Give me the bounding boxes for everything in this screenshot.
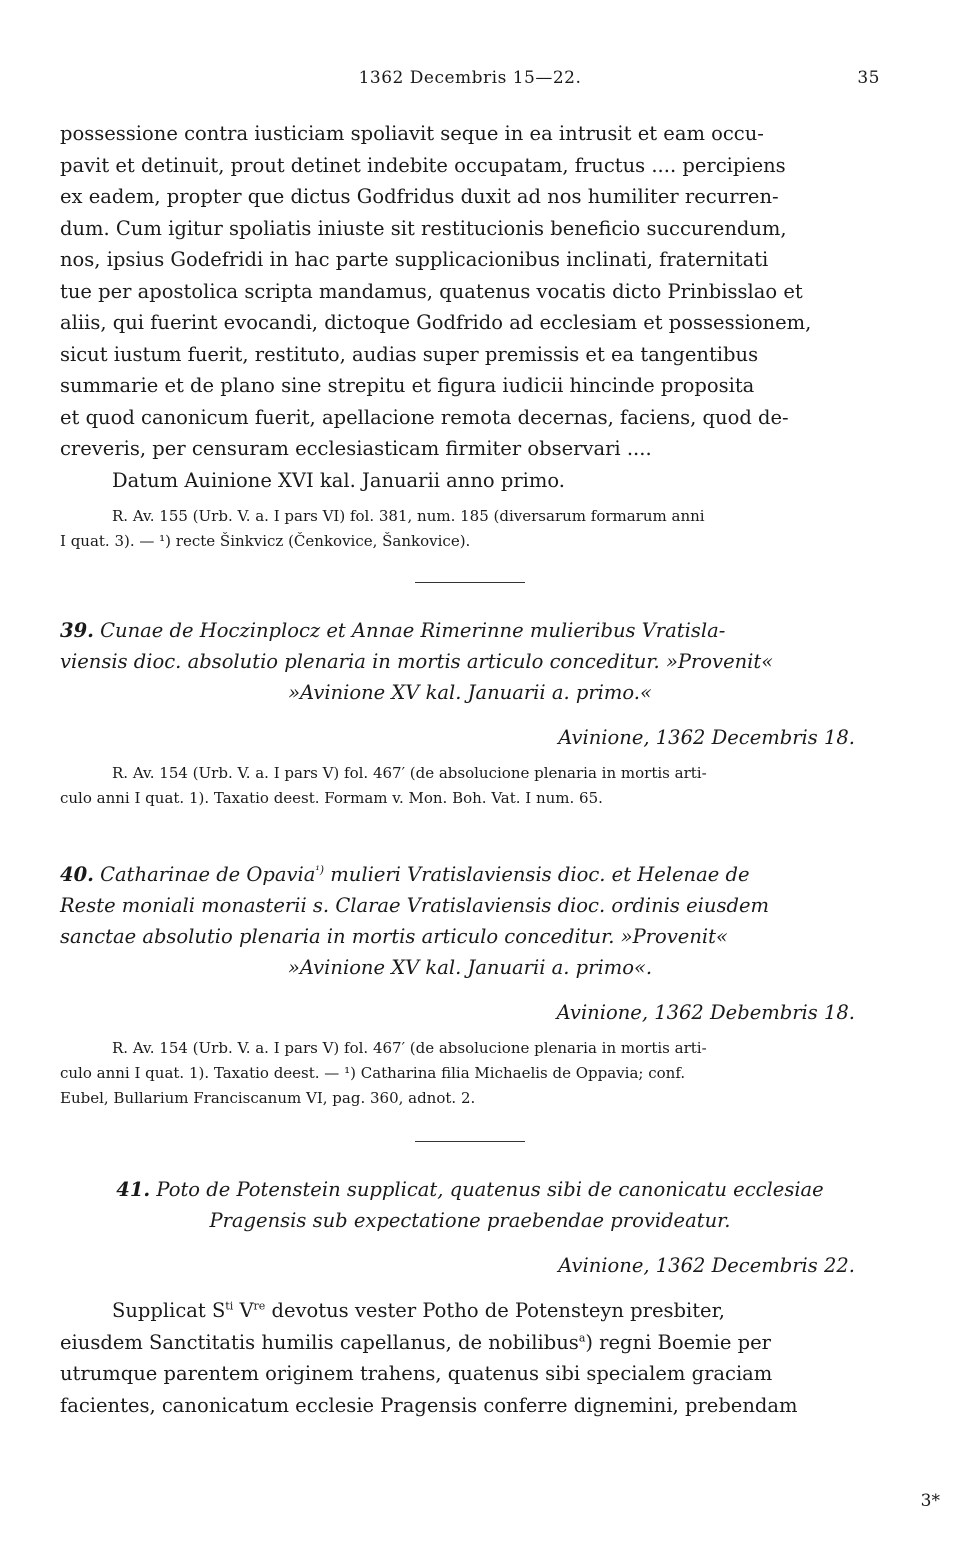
heading-text: mulieri Vratislaviensis dioc. et Helenae de [324,863,750,886]
footnote-block [60,504,880,554]
heading-line: »Avinione XV kal. Januarii a. primo«. [287,956,653,979]
heading-line: viensis dioc. absolutio plenaria in mortis articulo conceditur. »Provenit« [60,650,774,673]
heading-line: sanctae absolutio plenaria in mortis articulo conceditur. »Provenit« [60,925,728,948]
text-line: possessione contra iusticiam spoliavit seque in ea intrusit et eam occu- [60,122,764,145]
heading-line: Reste moniali monasterii s. Clarae Vratislaviensis dioc. ordinis eiusdem [60,894,769,917]
document-page [60,60,880,1421]
text-line: dum. Cum igitur spoliatis iniuste sit restitucionis beneficio succurendum, [60,216,787,240]
text-line: creveris, per censuram ecclesiasticam firmiter observari .... [60,437,652,460]
note-line: culo anni I quat. 1). Taxatio deest. — ¹) Catharina filia Michaelis de Oppavia; conf. [60,1064,686,1082]
entry-number: 40. [60,863,94,886]
heading-line: »Avinione XV kal. Januarii a. primo.« [288,681,652,704]
entry-number: 39. [60,619,94,642]
text-line: utrumque parentem originem trahens, quatenus sibi specialem graciam [60,1362,773,1385]
entry-41 [60,1174,880,1421]
text-line: aliis, qui fuerint evocandi, dictoque Godfrido ad ecclesiam et possessionem, [60,311,812,334]
heading-line: Poto de Potenstein supplicat, quatenus sibi de canonicatu ecclesiae [156,1178,824,1201]
text-line: nos, ipsius Godefridi in hac parte supplicacionibus inclinati, fraternitati [60,248,769,271]
footnote-block [60,1036,880,1111]
place-date: Avinione, 1362 Decembris 18. [558,726,855,749]
entry-heading [60,1174,880,1236]
heading-line: Cunae de Hoczinplocz et Annae Rimerinne mulieribus Vratisla- [100,619,726,642]
entry-40 [60,859,880,1111]
text-line: summarie et de plano sine strepitu et figura iudicii hincinde proposita [60,374,755,397]
section-divider [415,582,525,583]
datum-line: Datum Auinione XVI kal. Januarii anno primo. [112,468,565,492]
continuation-text [60,118,880,496]
entry-text [60,1295,880,1421]
footnote-ref: ¹) [315,863,325,877]
heading-line: Pragensis sub expectatione praebendae provideatur. [209,1209,731,1232]
entry-heading [60,615,880,708]
text-line: sicut iustum fuerit, restituto, audias super premissis et ea tangentibus [60,342,759,366]
entry-39 [60,615,880,811]
place-date: Avinione, 1362 Debembris 18. [556,1001,855,1024]
footnote-ref: a [578,1331,586,1344]
heading-text: Catharinae de Opavia [100,863,316,886]
text-line: ex eadem, propter que dictus Godfridus duxit ad nos humiliter recurren- [60,185,779,208]
note-line: Eubel, Bullarium Franciscanum VI, pag. 360, adnot. 2. [60,1089,476,1107]
text-line: pavit et detinuit, prout detinet indebite occupatam, fructus .... percipiens [60,153,786,177]
page-number: 35 [857,68,880,88]
note-line: R. Av. 154 (Urb. V. a. I pars V) fol. 467′ (de absolucione plenaria in mortis arti- [112,764,707,782]
entry-heading [60,859,880,983]
place-date: Avinione, 1362 Decembris 22. [558,1254,855,1277]
text-line: facientes, canonicatum ecclesie Pragensis conferre dignemini, prebendam [60,1393,798,1417]
note-line: culo anni I quat. 1). Taxatio deest. Formam v. Mon. Boh. Vat. I num. 65. [60,789,603,807]
note-line: I quat. 3). — ¹) recte Šinkvicz (Čenkovice, Šankovice). [60,532,471,550]
footnote-block [60,761,880,811]
text-line: tue per apostolica scripta mandamus, quatenus vocatis dicto Prinbisslao et [60,279,803,303]
entry-number: 41. [116,1178,151,1201]
page-header [60,60,880,100]
text-line: Supplicat $S^{ti}$ Vre devotus vester Potho de Potensteyn presbiter, [112,1299,725,1322]
section-divider [415,1141,525,1142]
running-title: 1362 Decembris 15—22. [358,68,582,88]
note-line: R. Av. 154 (Urb. V. a. I pars V) fol. 467′ (de absolucione plenaria in mortis arti- [112,1039,707,1057]
text-line: eiusdem Sanctitatis humilis capellanus, de nobilibus$^a$) regni Boemie per [60,1330,771,1354]
note-line: R. Av. 155 (Urb. V. a. I pars VI) fol. 381, num. 185 (diversarum formarum anni [112,507,705,525]
text-line: et quod canonicum fuerit, apellacione remota decernas, faciens, quod de- [60,405,789,429]
signature-mark: 3* [920,1491,940,1511]
